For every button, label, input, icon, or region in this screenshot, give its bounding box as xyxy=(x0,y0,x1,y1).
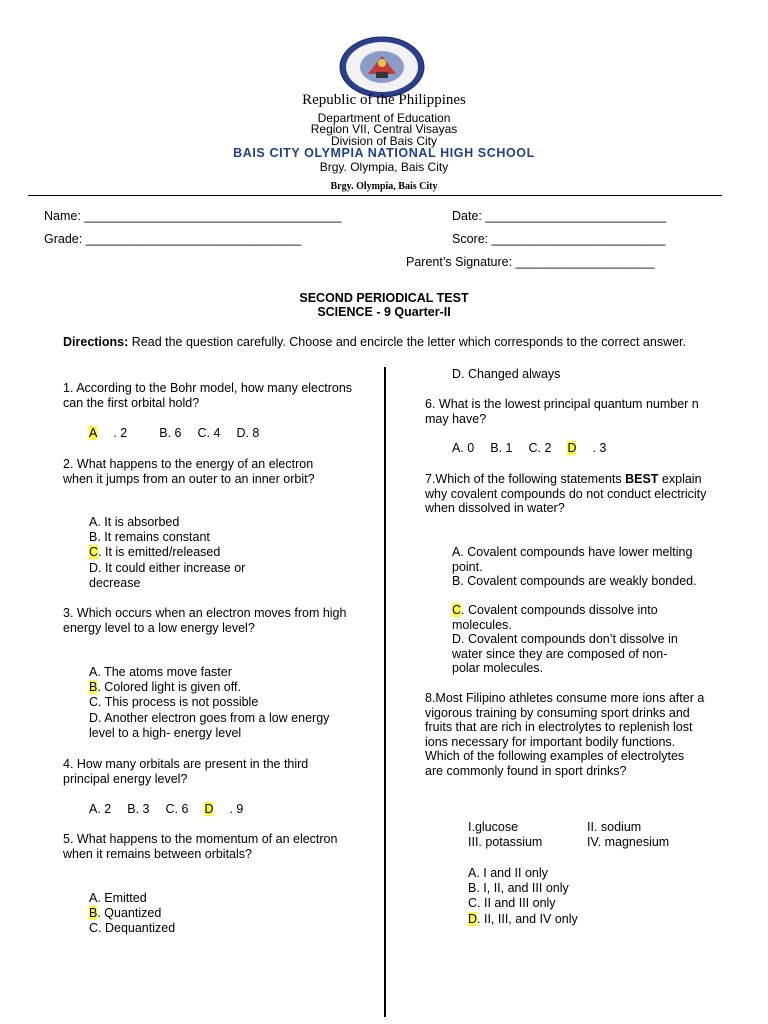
deped-seal-logo xyxy=(338,36,426,98)
q5-option-d[interactable]: D. Changed always xyxy=(452,367,561,381)
q1-option-a-text: . 2 xyxy=(113,426,128,440)
q2-option-a[interactable]: A. It is absorbed xyxy=(89,515,180,529)
answer-highlight: D xyxy=(567,441,577,455)
q7-option-d[interactable]: D. Covalent compounds don’t dissolve in water since they are composed of non- polar molecules. xyxy=(452,632,678,675)
q4-option-a[interactable]: A. 2 xyxy=(89,802,112,816)
department-name: Department of Education xyxy=(317,111,451,125)
question-1-options xyxy=(89,426,275,441)
answer-highlight: B xyxy=(89,680,98,694)
q8-option-a[interactable]: A. I and II only xyxy=(468,866,548,880)
score-field[interactable]: Score: _________________________ xyxy=(452,232,666,246)
q8-option-c[interactable]: C. II and III only xyxy=(468,896,556,910)
question-2: 2. What happens to the energy of an electron when it jumps from an outer to an inner orbit? xyxy=(63,457,315,486)
answer-highlight: B xyxy=(89,906,98,920)
directions xyxy=(63,335,705,350)
question-7-text-a: 7.Which of the following statements xyxy=(425,472,626,486)
q8-item-iii: III. potassium xyxy=(468,835,543,849)
q3-option-a[interactable]: A. The atoms move faster xyxy=(89,665,232,679)
q4-option-c[interactable]: C. 6 xyxy=(165,802,189,816)
grade-field[interactable]: Grade: _______________________________ xyxy=(44,232,302,246)
q7-option-c-text: . Covalent compounds dissolve into molecules. xyxy=(452,603,658,632)
q1-option-b[interactable]: B. 6 xyxy=(159,426,182,440)
q8-item-iv: IV. magnesium xyxy=(587,835,670,849)
q6-option-c[interactable]: C. 2 xyxy=(528,441,552,455)
q7-option-c[interactable] xyxy=(452,603,707,632)
question-4: 4. How many orbitals are present in the third principal energy level? xyxy=(63,757,309,786)
question-7 xyxy=(425,472,715,516)
q5-option-b-text: . Quantized xyxy=(97,906,162,920)
question-3: 3. Which occurs when an electron moves from high energy level to a low energy level? xyxy=(63,606,347,635)
q8-item-ii: II. sodium xyxy=(587,820,642,834)
question-6: 6. What is the lowest principal quantum number n may have? xyxy=(425,397,699,426)
answer-highlight: C xyxy=(89,545,99,559)
directions-label: Directions: xyxy=(63,335,129,349)
directions-text: Read the question carefully. Choose and encircle the letter which corresponds to the correct answer. xyxy=(128,335,687,349)
division-name: Division of Bais City xyxy=(330,134,438,148)
q6-option-d-text: . 3 xyxy=(592,441,607,455)
q6-option-a[interactable]: A. 0 xyxy=(452,441,475,455)
answer-highlight: D xyxy=(468,912,478,926)
question-5: 5. What happens to the momentum of an electron when it remains between orbitals? xyxy=(63,832,338,861)
test-title: SECOND PERIODICAL TEST xyxy=(299,291,469,305)
q5-option-c[interactable]: C. Dequantized xyxy=(89,921,176,935)
question-7-emphasis: BEST xyxy=(625,472,659,486)
q3-option-b[interactable] xyxy=(89,680,241,695)
question-4-options xyxy=(89,802,275,817)
q8-option-b[interactable]: B. I, II, and III only xyxy=(468,881,569,895)
column-divider xyxy=(384,367,386,1017)
answer-highlight: A xyxy=(89,426,98,440)
question-7-text-b: explain why covalent compounds do not conduct electricity when dissolved in water? xyxy=(425,472,707,515)
school-name: BAIS CITY OLYMPIA NATIONAL HIGH SCHOOL xyxy=(233,146,535,160)
q2-option-d[interactable]: D. It could either increase or decrease xyxy=(89,561,246,590)
country-name: Republic of the Philippines xyxy=(302,92,466,108)
question-1: 1. According to the Bohr model, how many electrons can the first orbital hold? xyxy=(63,381,353,410)
q1-option-a[interactable] xyxy=(89,426,143,440)
q2-option-b[interactable]: B. It remains constant xyxy=(89,530,210,544)
q6-option-d[interactable] xyxy=(567,441,622,455)
answer-highlight: C xyxy=(452,603,462,617)
header-divider xyxy=(28,195,722,196)
q8-item-i: I.glucose xyxy=(468,820,519,834)
q3-option-d[interactable]: D. Another electron goes from a low energy level to a high- energy level xyxy=(89,711,330,740)
q2-option-c-text: . It is emitted/released xyxy=(98,545,221,559)
q1-option-d[interactable]: D. 8 xyxy=(236,426,260,440)
parent-signature-field[interactable]: Parent’s Signature: ____________________ xyxy=(406,255,655,269)
test-subtitle: SCIENCE - 9 Quarter-II xyxy=(317,305,451,319)
q8-option-d-text: . II, III, and IV only xyxy=(477,912,578,926)
question-8: 8.Most Filipino athletes consume more ions after a vigorous training by consuming sport drinks and fruits that are rich in electrolytes to replenish lost ions necessary for important bodily functions. Which of the following examples of electrolytes are commonly found in sport drinks? xyxy=(425,691,705,778)
question-6-options xyxy=(452,441,638,456)
q6-option-b[interactable]: B. 1 xyxy=(490,441,513,455)
q4-option-b[interactable]: B. 3 xyxy=(127,802,150,816)
q3-option-c[interactable]: C. This process is not possible xyxy=(89,695,259,709)
q8-option-d[interactable] xyxy=(468,912,578,927)
q4-option-d[interactable] xyxy=(204,802,259,816)
school-address-bold: Brgy. Olympia, Bais City xyxy=(330,181,438,192)
school-address: Brgy. Olympia, Bais City xyxy=(319,160,449,174)
q7-option-a[interactable]: A. Covalent compounds have lower melting point. xyxy=(452,545,693,574)
q5-option-a[interactable]: A. Emitted xyxy=(89,891,147,905)
q4-option-d-text: . 9 xyxy=(229,802,244,816)
q3-option-b-text: . Colored light is given off. xyxy=(97,680,241,694)
q5-option-b[interactable] xyxy=(89,906,161,921)
answer-highlight: D xyxy=(204,802,214,816)
q2-option-c[interactable] xyxy=(89,545,220,560)
date-field[interactable]: Date: __________________________ xyxy=(452,209,667,223)
q7-option-b[interactable]: B. Covalent compounds are weakly bonded. xyxy=(452,574,697,588)
region-name: Region VII, Central Visayas xyxy=(310,122,458,136)
q1-option-c[interactable]: C. 4 xyxy=(197,426,221,440)
name-field[interactable]: Name: _____________________________________ xyxy=(44,209,342,223)
